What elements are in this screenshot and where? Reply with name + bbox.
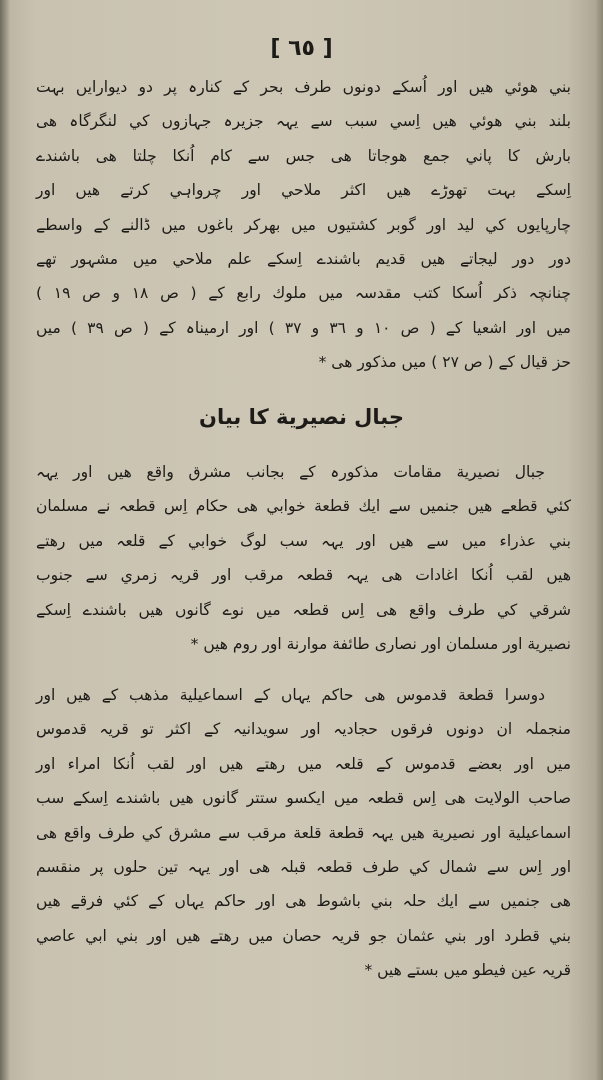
page-shadow-right (595, 0, 603, 1080)
text-line: هى جنميں سے ايك حلہ بني باشوط هى اور حاكم يہاں كے كئي فرقے هيں (36, 892, 571, 911)
text-line: قريہ عين فيطو ميں بستے هيں * (364, 961, 571, 980)
text-line: بني هوئي هيں اور اُسكے دونوں طرف بحر كے كنارہ پر دو ديوارايں بہت (36, 78, 571, 96)
text-line: بارش كا پاني جمع هوجاتا هى جس سے كام اُنكا چلتا هى باشندے (36, 146, 571, 165)
text-line: دور دور ليجاتے هيں قديم باشندے اِسكے علم ملاحي ميں مشہور تهے (36, 250, 571, 269)
text-line: اور اِس سے شمال كي طرف قطعہ قبلہ هى اور يہہ تين حلوں پر منقسم (36, 858, 571, 877)
text-line: بلند بني هوئي هيں اِسي سبب سے يہہ جزيرہ جہازوں كي لنگرگاہ هى (36, 112, 571, 131)
paragraph-2 (36, 455, 571, 661)
paragraph-1 (36, 70, 571, 380)
text-line: ميں اور بعضے قدموس كے قلعہ ميں رهتے هيں اور لقب اُنكا امراء اور (36, 754, 571, 773)
page-shadow-left (0, 0, 10, 1080)
section-heading: جبال نصيرية كا بيان (199, 405, 404, 429)
text-line: صاحب الولايت هى اِس قطعہ ميں ايكسو ستتر گانوں هيں باشندے اِسكے سب (36, 789, 571, 808)
paragraph-3 (36, 678, 571, 988)
text-line: بني قطرد اور بني عثمان جو قريہ حصان ميں رهتے هيں اور بني ابي عاصي (36, 926, 571, 945)
text-line: حز قيال كے ( ص ٢٧ ) ميں مذكور هى * (318, 353, 571, 372)
text-line: چنانچہ ذكر اُسكا كتب مقدسہ ميں ملوك رابع كے ( ص ١٨ و ص ١٩ ) (36, 284, 571, 303)
text-line: اِسكے بہت تهوڑے هيں اكثر ملاحي اور چرواہي كرتے هيں اور (36, 181, 571, 200)
text-line: هيں لقب اُنكا اغادات هى يہہ قطعہ مرقب اور قريہ زمري سے جنوب (36, 566, 571, 585)
text-line: كئي قطعے هيں جنميں سے ايك قطعة خوابي هى حكام اِس قطعہ نے مسلمان (36, 497, 571, 516)
text-line: شرقي كي طرف واقع هى اِس قطعہ ميں نوے گانوں هيں باشندے اِسكے (36, 600, 571, 619)
text-line: دوسرا قطعة قدموس هى حاكم يہاں كے اسماعيلية مذهب كے هيں اور (36, 686, 545, 704)
text-line: منجملہ ان دونوں فرقوں حجاديہ اور سويدانيہ كے اكثر تو قريہ قدموس (36, 720, 571, 739)
text-line: جبال نصيرية مقامات مذكورہ كے بجانب مشرق واقع هيں اور يہہ (36, 463, 545, 481)
text-line: بني عذراء ميں سے هيں اور يہہ سب لوگ خوابي كے قلعہ ميں رهتے (36, 531, 571, 550)
text-line: چارپايوں كي ليد اور گوبر كشتيوں ميں بهركر باغوں ميں ڈالنے كے واسطے (36, 215, 571, 234)
text-line: نصيرية اور مسلمان اور نصارى طائفة موارنة اور روم هيں * (190, 635, 571, 654)
text-line: ميں اور اشعيا كے ( ص ١٠ و ٣٦ و ٣٧ ) اور ارميناہ كے ( ص ٣٩ ) ميں (36, 318, 571, 337)
page-number: [ ٦٥ ] (270, 36, 333, 61)
text-line: اسماعيلية اور نصيرية هيں يہہ قطعة قلعة مرقب سے مشرق كي طرف واقع هى (36, 823, 571, 842)
